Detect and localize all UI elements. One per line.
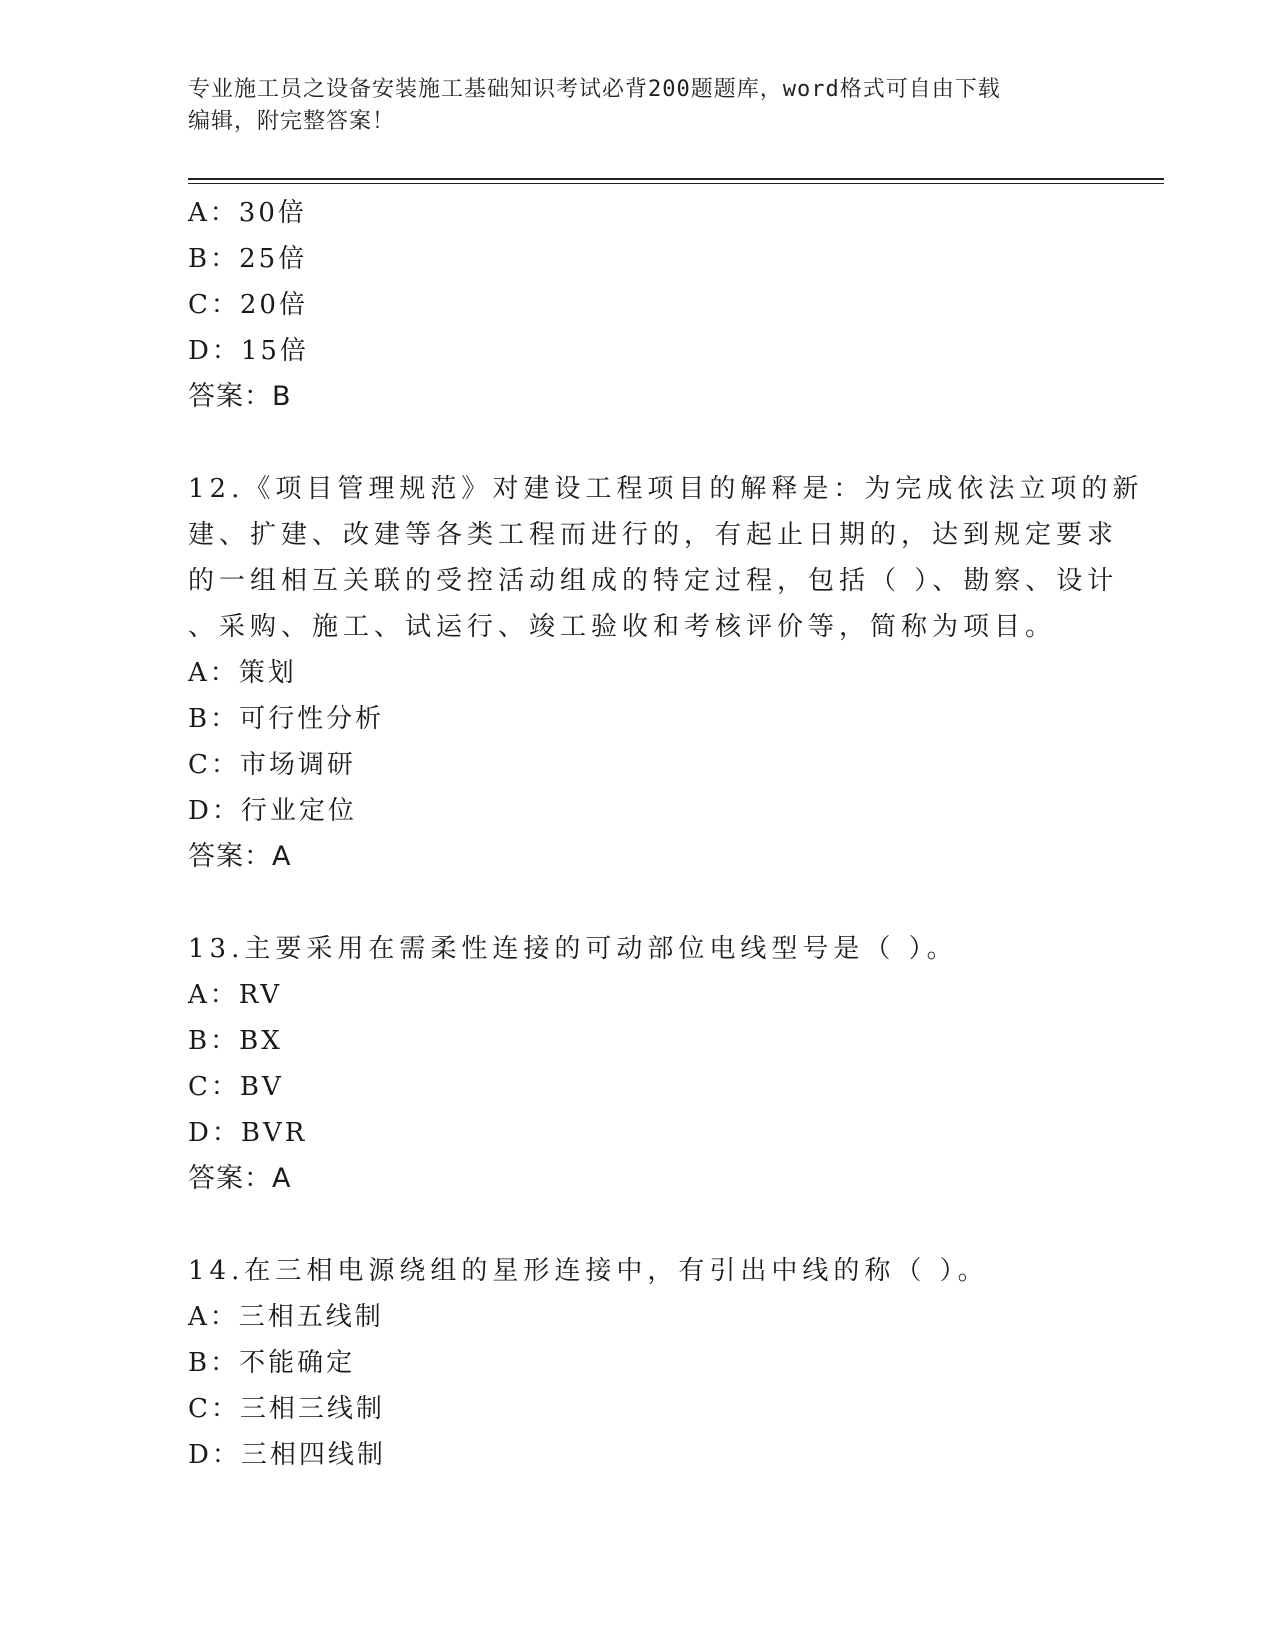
option-c: C：BV: [188, 1072, 284, 1102]
option-b: B：不能确定: [188, 1348, 356, 1378]
option-d: D：BVR: [188, 1118, 308, 1148]
option-d: D：三相四线制: [188, 1440, 386, 1470]
header-divider: [188, 178, 1164, 180]
option-a: A：策划: [188, 658, 297, 688]
question-11: [188, 190, 1088, 420]
option-b: B：25倍: [188, 244, 308, 274]
question-13: [188, 926, 1088, 1202]
question-stem: 13.主要采用在需柔性连接的可动部位电线型号是（ ）。: [188, 934, 958, 964]
question-14: [188, 1248, 1088, 1478]
question-list: [188, 190, 1144, 1478]
option-c: C：市场调研: [188, 750, 356, 780]
option-a: A：三相五线制: [188, 1302, 384, 1332]
question-stem-line: 12.《项目管理规范》对建设工程项目的解释是：为完成依法立项的新: [188, 474, 1144, 504]
answer: 答案：B: [188, 381, 292, 412]
option-c: C：20倍: [188, 290, 308, 320]
option-a: A：RV: [188, 980, 283, 1010]
answer: 答案：A: [188, 841, 292, 872]
question-stem-line: 建、扩建、改建等各类工程而进行的，有起止日期的，达到规定要求: [188, 520, 1119, 550]
question-stem: 14.在三相电源绕组的星形连接中，有引出中线的称（ ）。: [188, 1256, 989, 1286]
document-header: [188, 74, 1068, 138]
spacer: [188, 1202, 1088, 1248]
option-c: C：三相三线制: [188, 1394, 385, 1424]
answer: 答案：A: [188, 1163, 292, 1194]
spacer: [188, 420, 1088, 466]
option-b: B：可行性分析: [188, 704, 385, 734]
option-d: D：15倍: [188, 336, 309, 366]
question-stem-line: 、采购、施工、试运行、竣工验收和考核评价等，简称为项目。: [188, 612, 1057, 642]
option-d: D：行业定位: [188, 796, 357, 826]
question-12: [188, 466, 1144, 880]
question-stem-line: 的一组相互关联的受控活动组成的特定过程，包括（ ）、勘察、设计: [188, 566, 1119, 596]
header-divider-thin: [188, 183, 1164, 184]
option-b: B：BX: [188, 1026, 283, 1056]
option-a: A：30倍: [188, 198, 307, 228]
header-title-line-2: 编辑，附完整答案！: [188, 109, 396, 134]
header-title-line-1: 专业施工员之设备安装施工基础知识考试必背200题题库，word格式可自由下载: [188, 77, 1001, 102]
spacer: [188, 880, 1088, 926]
